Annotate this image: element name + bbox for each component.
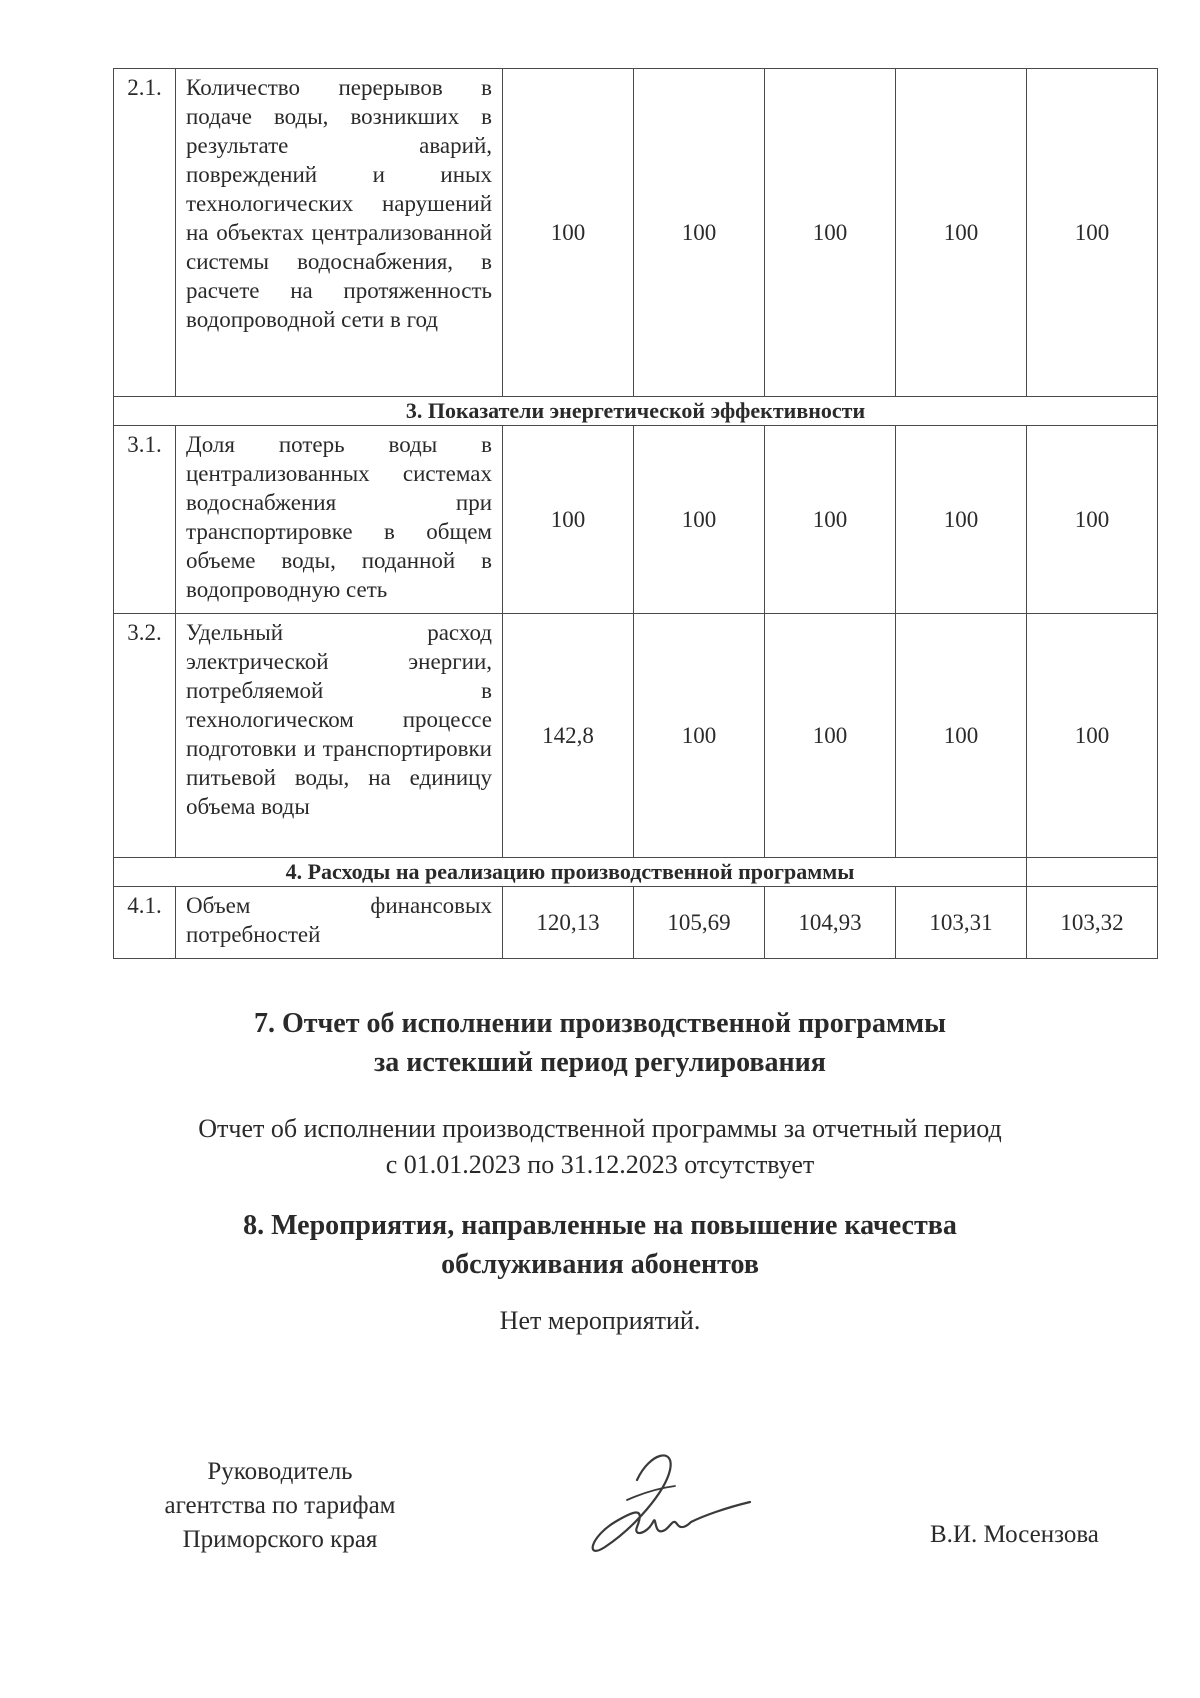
value-cell: 100 [503, 426, 634, 614]
value-cell: 100 [765, 69, 896, 397]
value-cell: 100 [765, 426, 896, 614]
table-row-3-2 [114, 614, 1158, 858]
table-row-4-1 [114, 887, 1158, 959]
signatory-title [130, 1455, 430, 1557]
value-cell: 105,69 [634, 887, 765, 959]
section-7-heading [0, 1004, 1200, 1082]
section-row-3 [114, 397, 1158, 426]
value-cell: 100 [896, 426, 1027, 614]
value-cell: 100 [896, 614, 1027, 858]
signatory-name: В.И. Мосензова [930, 1521, 1099, 1548]
section-8-heading [0, 1206, 1200, 1284]
row-number: 2.1. [114, 69, 176, 397]
heading-line: обслуживания абонентов [441, 1249, 759, 1280]
handwritten-signature [575, 1442, 755, 1572]
section-8-text: Нет мероприятий. [499, 1306, 701, 1335]
value-cell: 103,31 [896, 887, 1027, 959]
row-number: 3.1. [114, 426, 176, 614]
value-cell: 100 [765, 614, 896, 858]
row-number: 4.1. [114, 887, 176, 959]
section-7-text [0, 1111, 1200, 1183]
section-row-4 [114, 858, 1158, 887]
heading-line: 7. Отчет об исполнении производственной программы [253, 1008, 946, 1039]
value-cell: 100 [1027, 426, 1158, 614]
section-heading: 4. Расходы на реализацию производственной программы [114, 858, 1027, 887]
indicators-table [113, 68, 1158, 959]
value-cell: 104,93 [765, 887, 896, 959]
value-cell: 103,32 [1027, 887, 1158, 959]
row-number: 3.2. [114, 614, 176, 858]
text-line: Отчет об исполнении производственной программы за отчетный период [198, 1114, 1002, 1143]
value-cell: 100 [634, 69, 765, 397]
title-line: агентства по тарифам [164, 1492, 396, 1519]
table-row-3-1 [114, 426, 1158, 614]
heading-line: 8. Мероприятия, направленные на повышение качества [243, 1210, 957, 1241]
value-cell: 100 [634, 614, 765, 858]
section-heading: 3. Показатели энергетической эффективности [114, 397, 1158, 426]
heading-line: за истекший период регулирования [374, 1047, 826, 1078]
value-cell: 100 [503, 69, 634, 397]
indicator-name: Доля потерь воды в централизованных системах водоснабжения при транспортировке в общем объеме воды, поданной в водопроводную сеть [176, 426, 503, 614]
value-cell: 100 [896, 69, 1027, 397]
value-cell: 142,8 [503, 614, 634, 858]
title-line: Руководитель [207, 1458, 353, 1485]
value-cell: 100 [634, 426, 765, 614]
indicator-name: Количество перерывов в подаче воды, возникших в результате аварий, повреждений и иных технологических нарушений на объектах централизованной системы водоснабжения, в расчете на протяженность водопроводной сети в год [176, 69, 503, 397]
value-cell: 120,13 [503, 887, 634, 959]
value-cell: 100 [1027, 69, 1158, 397]
title-line: Приморского края [182, 1526, 378, 1553]
table-row-2-1 [114, 69, 1158, 397]
indicator-name: Объем финансовых потребностей [176, 887, 503, 959]
text-line: с 01.01.2023 по 31.12.2023 отсутствует [385, 1150, 815, 1179]
value-cell: 100 [1027, 614, 1158, 858]
empty-cell [1027, 858, 1158, 887]
indicator-name: Удельный расход электрической энергии, потребляемой в технологическом процессе подготовки и транспортировки питьевой воды, на единицу объема воды [176, 614, 503, 858]
